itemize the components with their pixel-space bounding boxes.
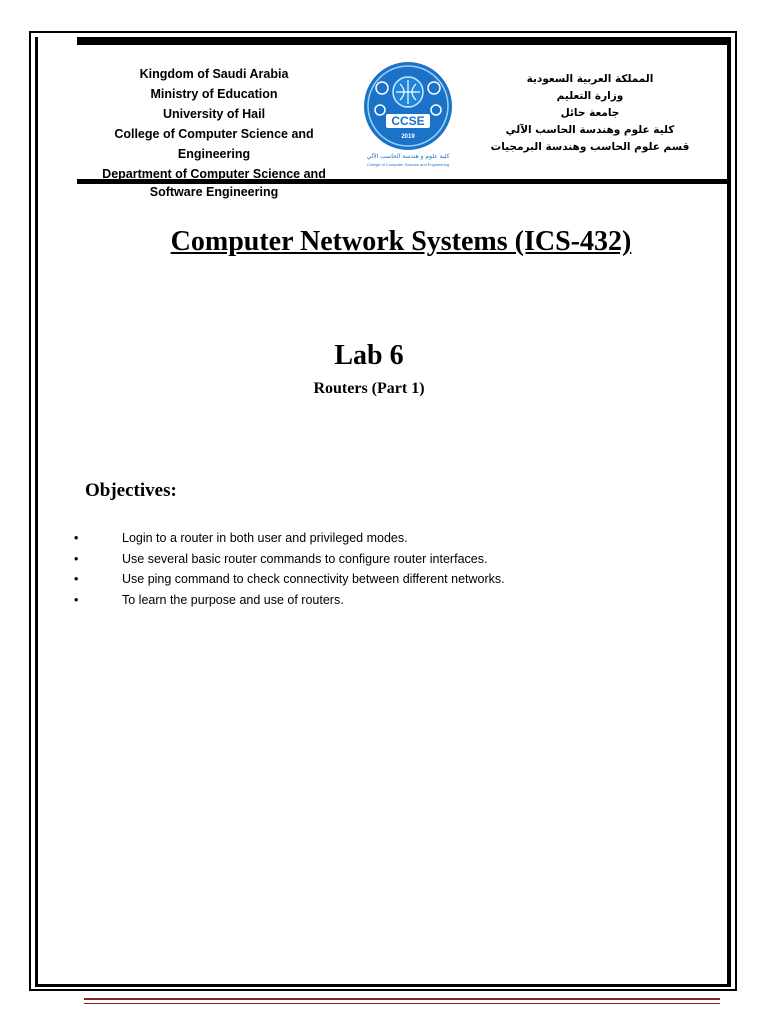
header-line-college: College of Computer Science and Engineering bbox=[114, 127, 314, 161]
header-line-university: University of Hail bbox=[162, 107, 266, 121]
list-item bbox=[74, 590, 694, 611]
bullet-icon: • bbox=[74, 531, 79, 545]
header-line-department-cont: Software Engineering bbox=[149, 185, 279, 199]
header-institution-english bbox=[80, 64, 348, 200]
lab-subtitle: Routers (Part 1) bbox=[313, 380, 425, 397]
header-ar-line-country: المملكة العربية السعودية bbox=[526, 73, 654, 85]
objectives-heading: Objectives: bbox=[85, 480, 177, 501]
list-item bbox=[74, 549, 694, 570]
lab-title: Lab 6 bbox=[334, 340, 404, 371]
logo-caption-english: College of Computer Science and Engineering bbox=[366, 162, 450, 167]
logo-acronym: CCSE bbox=[391, 114, 425, 128]
objectives-list bbox=[74, 528, 694, 610]
objective-text: Use ping command to check connectivity between different networks. bbox=[122, 572, 505, 586]
header-ar-line-ministry: وزارة التعليم bbox=[556, 90, 624, 102]
objective-text: Use several basic router commands to configure router interfaces. bbox=[122, 551, 488, 566]
footer-rule bbox=[84, 998, 720, 1004]
header-ar-line-college: كلية علوم وهندسة الحاسب الآلي bbox=[505, 124, 675, 136]
header-institution-arabic bbox=[490, 71, 690, 156]
logo-caption-arabic: كلية علوم و هندسة الحاسب الآلي bbox=[366, 153, 450, 160]
header-ar-line-university: جامعة حائل bbox=[560, 107, 620, 119]
header-line-ministry: Ministry of Education bbox=[150, 87, 278, 101]
logo-year: 2019 bbox=[401, 134, 415, 140]
ccse-logo bbox=[356, 58, 464, 170]
bullet-icon: • bbox=[74, 572, 79, 586]
header-line-country: Kingdom of Saudi Arabia bbox=[139, 67, 289, 81]
header-ar-line-department: قسم علوم الحاسب وهندسة البرمجيات bbox=[490, 141, 690, 153]
list-item bbox=[74, 569, 694, 590]
course-title: Computer Network Systems (ICS-432) bbox=[170, 226, 632, 257]
header-top-bar bbox=[77, 37, 731, 45]
bullet-icon: • bbox=[74, 551, 79, 566]
bullet-icon: • bbox=[74, 592, 79, 607]
header-line-department: Department of Computer Science and bbox=[102, 167, 326, 181]
objective-text: To learn the purpose and use of routers. bbox=[122, 592, 344, 607]
objective-text: Login to a router in both user and privileged modes. bbox=[122, 531, 408, 545]
list-item bbox=[74, 528, 694, 549]
